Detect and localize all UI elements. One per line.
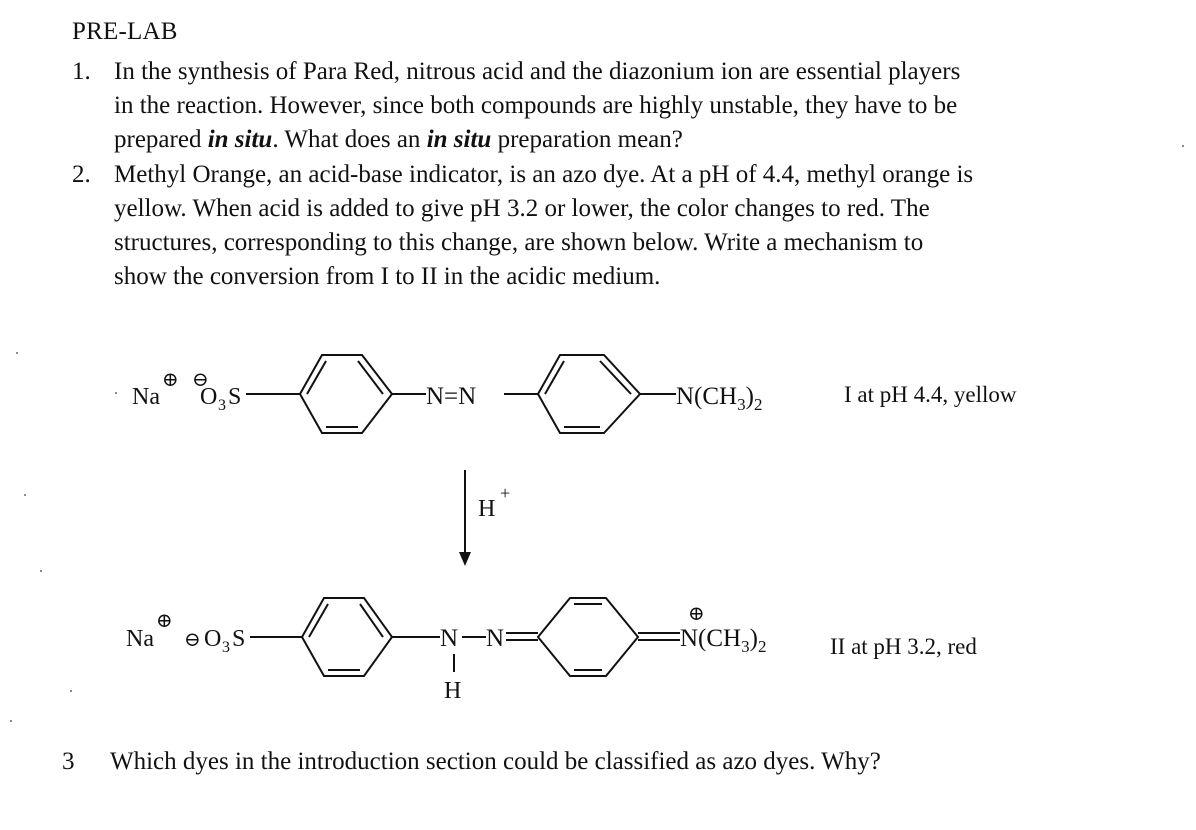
structure-II-caption: II at pH 3.2, red	[830, 634, 977, 659]
dimethylamino-text	[676, 383, 762, 414]
hydrazo-hydrogen: H	[444, 678, 462, 704]
question-3-number: 3	[62, 748, 75, 775]
question-2-line: Methyl Orange, an acid-base indicator, is an azo dye. At a pH of 4.4, methyl orange is	[114, 161, 974, 188]
amine-label: )	[749, 625, 758, 652]
emphasis-in-situ: in situ	[207, 126, 273, 153]
sulfonate-subscript: 3	[218, 397, 226, 414]
sulfonate-oxygen: O	[204, 626, 222, 652]
sulfonate-subscript: 3	[222, 639, 230, 656]
amine-subscript: 2	[757, 637, 767, 656]
section-heading: PRE-LAB	[72, 18, 178, 45]
negative-charge-icon: ⊖	[192, 369, 209, 391]
azo-group: N=N	[426, 383, 477, 410]
question-1-line: in the reaction. However, since both compounds are highly unstable, they have to be	[114, 92, 958, 119]
positive-charge-icon: ⊕	[156, 610, 173, 632]
question-2-line: structures, corresponding to this change, are shown below. Write a mechanism to	[114, 229, 924, 256]
benzene-ring	[300, 355, 392, 433]
amine-subscript: 2	[753, 395, 763, 414]
reagent-label: H	[478, 496, 496, 522]
benzene-ring	[538, 355, 640, 433]
benzene-ring	[302, 598, 392, 676]
sulfonate-sulfur: S	[232, 626, 246, 652]
sodium-label: Na	[132, 384, 160, 410]
text-run: . What does an	[272, 126, 427, 153]
text-run: prepared	[114, 126, 208, 153]
sulfonate-sulfur: S	[228, 384, 242, 410]
amine-label: )	[745, 383, 754, 410]
reagent-superscript: +	[500, 483, 511, 503]
scan-speck	[24, 494, 26, 496]
amine-subscript: 3	[737, 395, 746, 414]
amine-label: N(CH	[680, 625, 742, 652]
positive-charge-icon: ⊕	[162, 369, 179, 391]
scan-speck	[115, 392, 117, 394]
question-2-line: yellow. When acid is added to give pH 3.2 or lower, the color changes to red. The	[114, 195, 930, 222]
scan-speck	[70, 690, 72, 692]
structure-I-caption: I at pH 4.4, yellow	[844, 382, 1017, 407]
question-3-line: Which dyes in the introduction section could be classified as azo dyes. Why?	[110, 748, 881, 775]
text-run: preparation mean?	[491, 126, 683, 153]
arrow-down-icon	[459, 552, 471, 566]
scan-speck	[40, 570, 42, 572]
structure-I	[132, 355, 1017, 433]
reaction-arrow	[459, 470, 510, 566]
amine-subscript: 3	[741, 637, 750, 656]
question-1-number: 1.	[72, 58, 91, 85]
hydrazo-nitrogen: N	[440, 625, 459, 652]
structure-II	[126, 598, 977, 704]
scan-speck	[1182, 145, 1184, 147]
scan-speck	[16, 352, 18, 354]
question-3-text	[110, 745, 1196, 779]
ring-double-bond	[600, 361, 631, 394]
sulfonate-oxygen: O	[200, 384, 218, 410]
iminium-positive-charge-icon: ⊕	[688, 603, 705, 625]
quinoid-ring	[538, 598, 638, 676]
emphasis-in-situ: in situ	[426, 126, 492, 153]
negative-charge-icon: ⊖	[184, 629, 201, 651]
iminium-text	[680, 625, 766, 656]
question-1-line: In the synthesis of Para Red, nitrous acid and the diazonium ion are essential players	[114, 58, 961, 85]
amine-label: N(CH	[676, 383, 738, 410]
sodium-label: Na	[126, 626, 154, 652]
question-2-line: show the conversion from I to II in the acidic medium.	[114, 263, 661, 290]
question-2-number: 2.	[72, 161, 91, 188]
scan-speck	[10, 720, 12, 722]
imine-nitrogen: N	[486, 625, 505, 652]
